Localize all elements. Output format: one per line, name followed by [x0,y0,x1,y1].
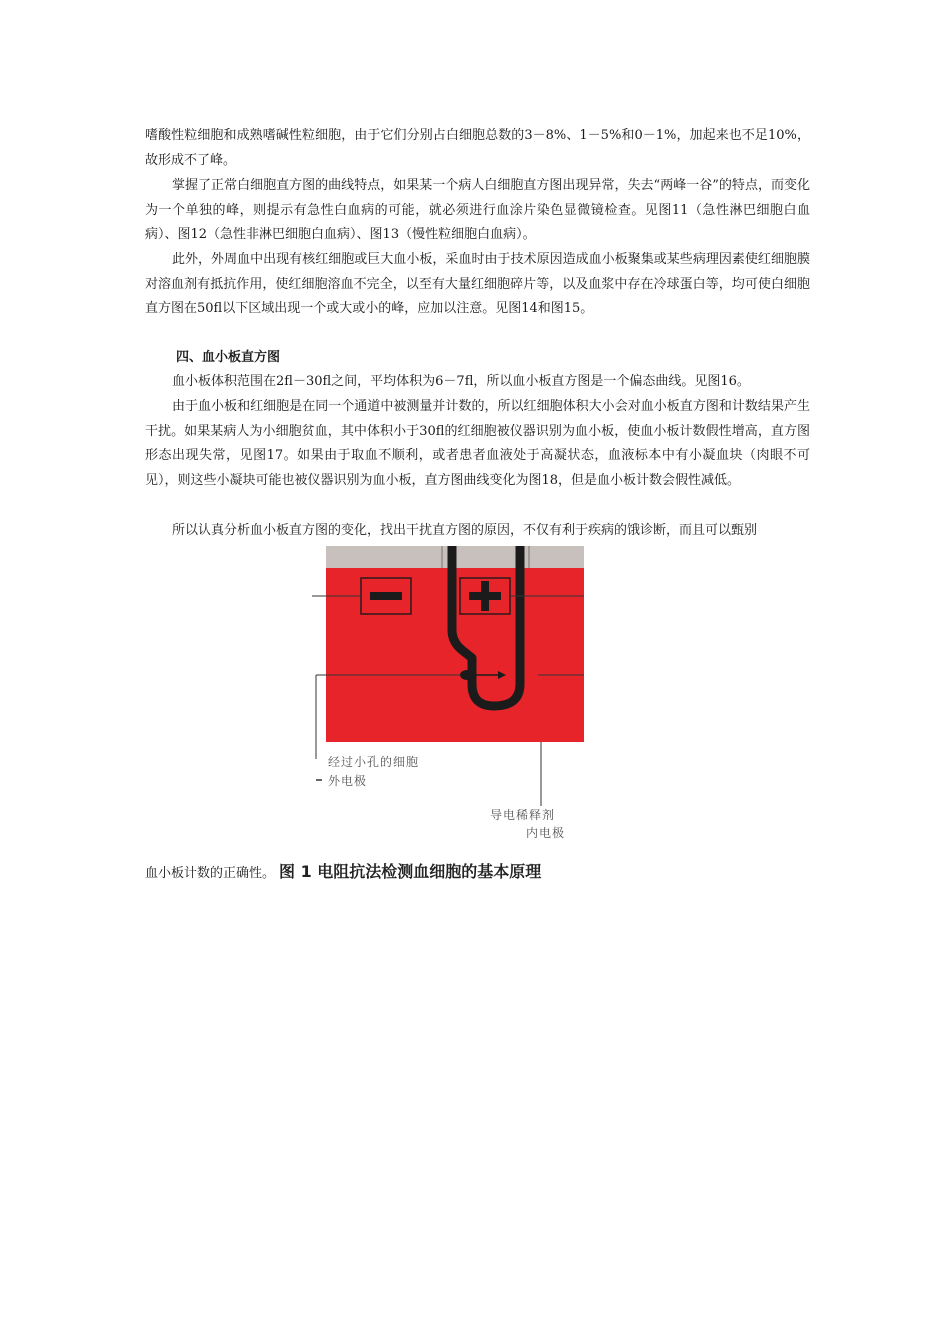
impedance-diagram [312,544,612,844]
paragraph-interference-factors: 此外，外周血中出现有核红细胞或巨大血小板，采血时由于技术原因造成血小板聚集或某些病理因素使红细胞膜对溶血剂有抵抗作用，使红细胞溶血不完全，以至有大量红细胞碎片等，以及血浆中存在冷球蛋白等，均可使白细胞直方图在50fl以下区域出现一个或大或小的峰，应加以注意。见图14和图15。 [145,252,810,316]
label-cell-through-aperture: 经过小孔的细胞 [328,755,420,769]
paragraph-analysis-importance: 所以认真分析血小板直方图的变化，找出干扰直方图的原因，不仅有利于疾病的饿诊断，而且可以甄别 [172,523,758,538]
paragraph-tail-text: 血小板计数的正确性。 [145,866,276,881]
paragraph-abnormal-wbc-histogram: 掌握了正常白细胞直方图的曲线特点，如果某一个病人白细胞直方图出现异常，失去“两峰一谷”的特点，而变化为一个单独的峰，则提示有急性白血病的可能，就必须进行血涂片染色显微镜检查。见图11（急性淋巴细胞白血病）、图12（急性非淋巴细胞白血病）、图13（慢性粒细胞白血病）。 [145,178,810,242]
paragraph-platelet-volume-range: 血小板体积范围在2fl－30fl之间，平均体积为6－7fl，所以血小板直方图是一个偏态曲线。见图16。 [172,374,750,389]
paragraph-eosinophil-basophil: 嗜酸性粒细胞和成熟嗜碱性粒细胞，由于它们分别占白细胞总数的3－8%、1－5%和0－1%，加起来也不足10%，故形成不了峰。 [145,128,810,168]
caption-line [145,858,541,884]
label-outer-electrode: 外电极 [328,774,368,788]
plus-sign-icon-v [481,581,489,611]
label-diluent: 导电稀释剂 [490,808,556,822]
label-inner-electrode: 内电极 [526,826,566,840]
paragraph-rbc-interference: 由于血小板和红细胞是在同一个通道中被测量并计数的，所以红细胞体积大小会对血小板直方图和计数结果产生干扰。如果某病人为小细胞贫血，其中体积小于30fl的红细胞被仪器识别为血小板，使血小板计数假性增高，直方图形态出现失常，见图17。如果由于取血不顺利，或者患者血液处于高凝状态，血液标本中有小凝血块（肉眼不可见），则这些小凝块可能也被仪器识别为血小板，直方图曲线变化为图18，但是血小板计数会假性减低。 [145,399,810,488]
figure-caption: 图 1 电阻抗法检测血细胞的基本原理 [279,862,542,881]
impedance-principle-figure [312,544,612,844]
section-heading-platelet-histogram: 四、血小板直方图 [176,350,281,365]
minus-sign-icon [370,592,402,600]
cell-icon [460,670,474,680]
